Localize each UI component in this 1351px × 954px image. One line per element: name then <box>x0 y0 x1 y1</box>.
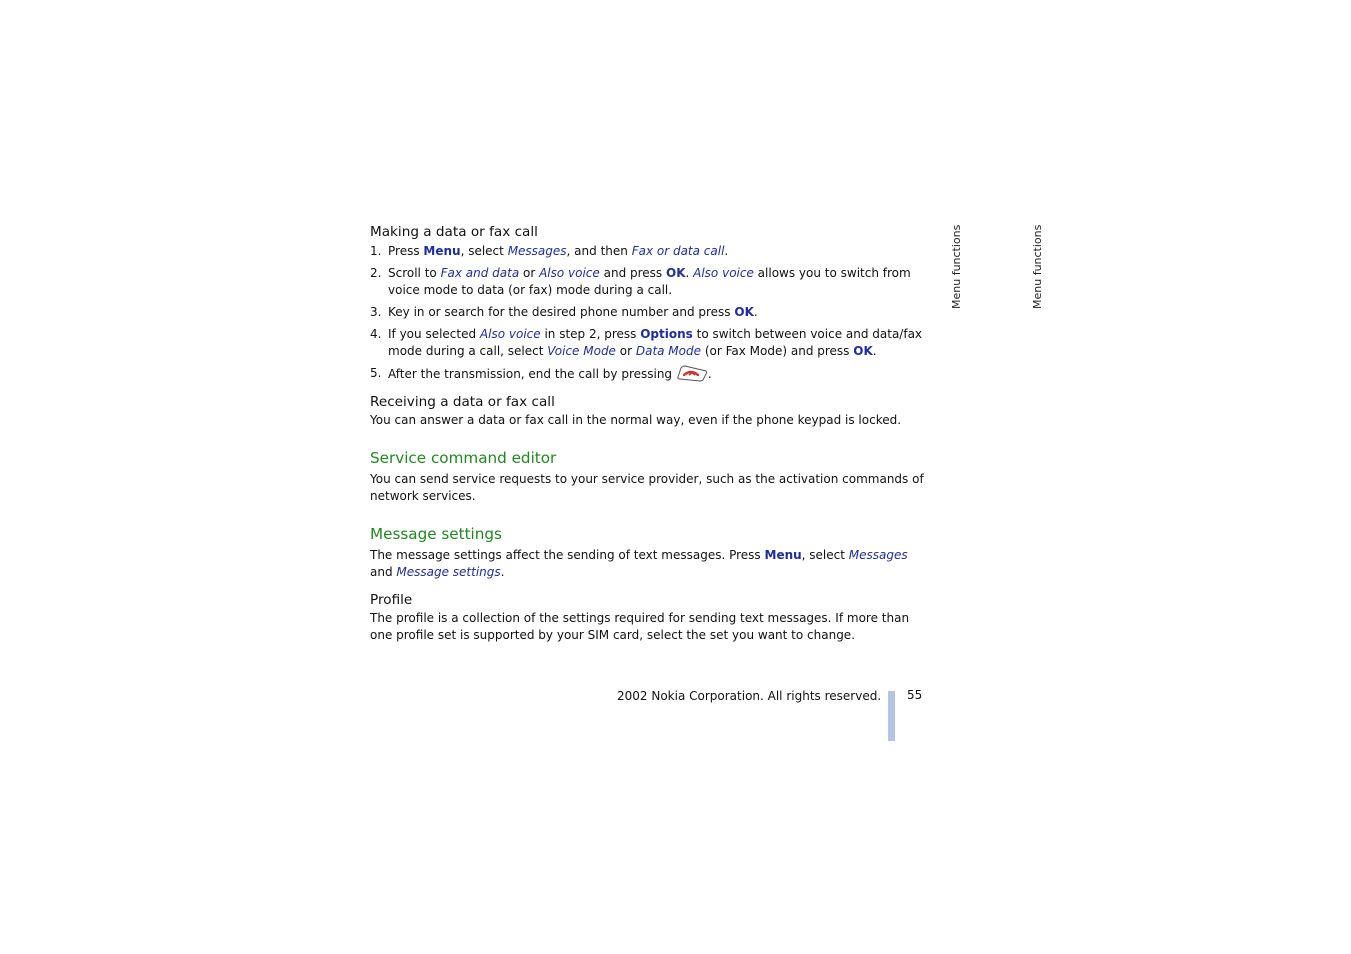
key-menu: Menu <box>423 244 461 258</box>
step-text: and press <box>599 266 666 280</box>
step-number: 4. <box>370 327 382 341</box>
heading-making-call: Making a data or fax call <box>370 224 538 240</box>
side-label-menu-functions-secondary: Menu functions <box>1031 224 1044 309</box>
step-text: Scroll to <box>388 266 441 280</box>
step-number: 1. <box>370 244 382 258</box>
step-text: . <box>872 344 877 358</box>
option-also-voice: Also voice <box>479 327 541 341</box>
heading-profile: Profile <box>370 592 413 608</box>
step-text: or <box>615 344 636 358</box>
message-settings-body <box>370 547 932 581</box>
key-ok: OK <box>853 344 873 358</box>
section-message-settings <box>370 524 932 581</box>
end-call-key-icon <box>676 365 708 382</box>
option-also-voice: Also voice <box>693 266 754 280</box>
side-label-menu-functions: Menu functions <box>950 224 963 309</box>
step-5 <box>370 365 932 383</box>
step-text: Key in or search for the desired phone number and press <box>388 305 735 319</box>
profile-body: The profile is a collection of the settings required for sending text messages. If more than one profile set is supported by your SIM card, select the set you want to change. <box>370 611 910 642</box>
step-text: . <box>707 367 712 381</box>
step-1 <box>370 243 932 260</box>
key-ok: OK <box>734 305 754 319</box>
step-number: 3. <box>370 305 382 319</box>
option-message-settings: Message settings <box>396 565 501 579</box>
page-content <box>370 223 932 644</box>
step-3 <box>370 304 932 321</box>
step-text: . <box>753 305 758 319</box>
step-text: to switch between voice and data/fax mode during a call, select <box>388 327 923 358</box>
section-receiving-call <box>370 393 932 429</box>
step-text: . <box>685 266 694 280</box>
option-data-mode: Data Mode <box>635 344 702 358</box>
step-text: (or Fax Mode) and press <box>701 344 854 358</box>
option-messages: Messages <box>848 548 908 562</box>
body-text: , select <box>801 548 849 562</box>
option-messages: Messages <box>507 244 567 258</box>
step-4 <box>370 326 932 360</box>
step-text: , select <box>460 244 508 258</box>
service-body: You can send service requests to your service provider, such as the activation commands of network services. <box>370 472 924 503</box>
body-text: The message settings affect the sending of text messages. Press <box>370 548 765 562</box>
option-also-voice: Also voice <box>539 266 600 280</box>
step-text: allows you to switch from voice mode to data (or fax) mode during a call. <box>388 266 911 297</box>
step-text: If you selected <box>388 327 480 341</box>
receiving-body: You can answer a data or fax call in the normal way, even if the phone keypad is locked. <box>370 413 902 427</box>
step-number: 2. <box>370 266 382 280</box>
step-text: Press <box>388 244 424 258</box>
body-text: . <box>500 565 505 579</box>
heading-message-settings: Message settings <box>370 525 502 543</box>
step-text: or <box>519 266 540 280</box>
step-text: . <box>724 244 729 258</box>
step-text: After the transmission, end the call by pressing <box>388 367 676 381</box>
key-ok: OK <box>666 266 686 280</box>
page-side-bar <box>888 691 895 741</box>
body-text: and <box>370 565 397 579</box>
key-menu: Menu <box>764 548 802 562</box>
page-number: 55 <box>907 688 923 702</box>
steps-list <box>370 243 932 383</box>
heading-receiving-call: Receiving a data or fax call <box>370 394 555 410</box>
option-voice-mode: Voice Mode <box>547 344 616 358</box>
footer-copyright: 2002 Nokia Corporation. All rights reserved. <box>617 689 882 703</box>
step-text: , and then <box>566 244 632 258</box>
option-fax-and-data: Fax and data <box>440 266 520 280</box>
section-profile <box>370 591 932 644</box>
heading-service-command-editor: Service command editor <box>370 449 557 467</box>
step-number: 5. <box>370 366 382 380</box>
section-making-call <box>370 223 932 383</box>
step-2 <box>370 265 932 299</box>
step-text: in step 2, press <box>540 327 641 341</box>
section-service-command-editor <box>370 448 932 505</box>
option-fax-or-data-call: Fax or data call <box>631 244 725 258</box>
key-options: Options <box>640 327 693 341</box>
